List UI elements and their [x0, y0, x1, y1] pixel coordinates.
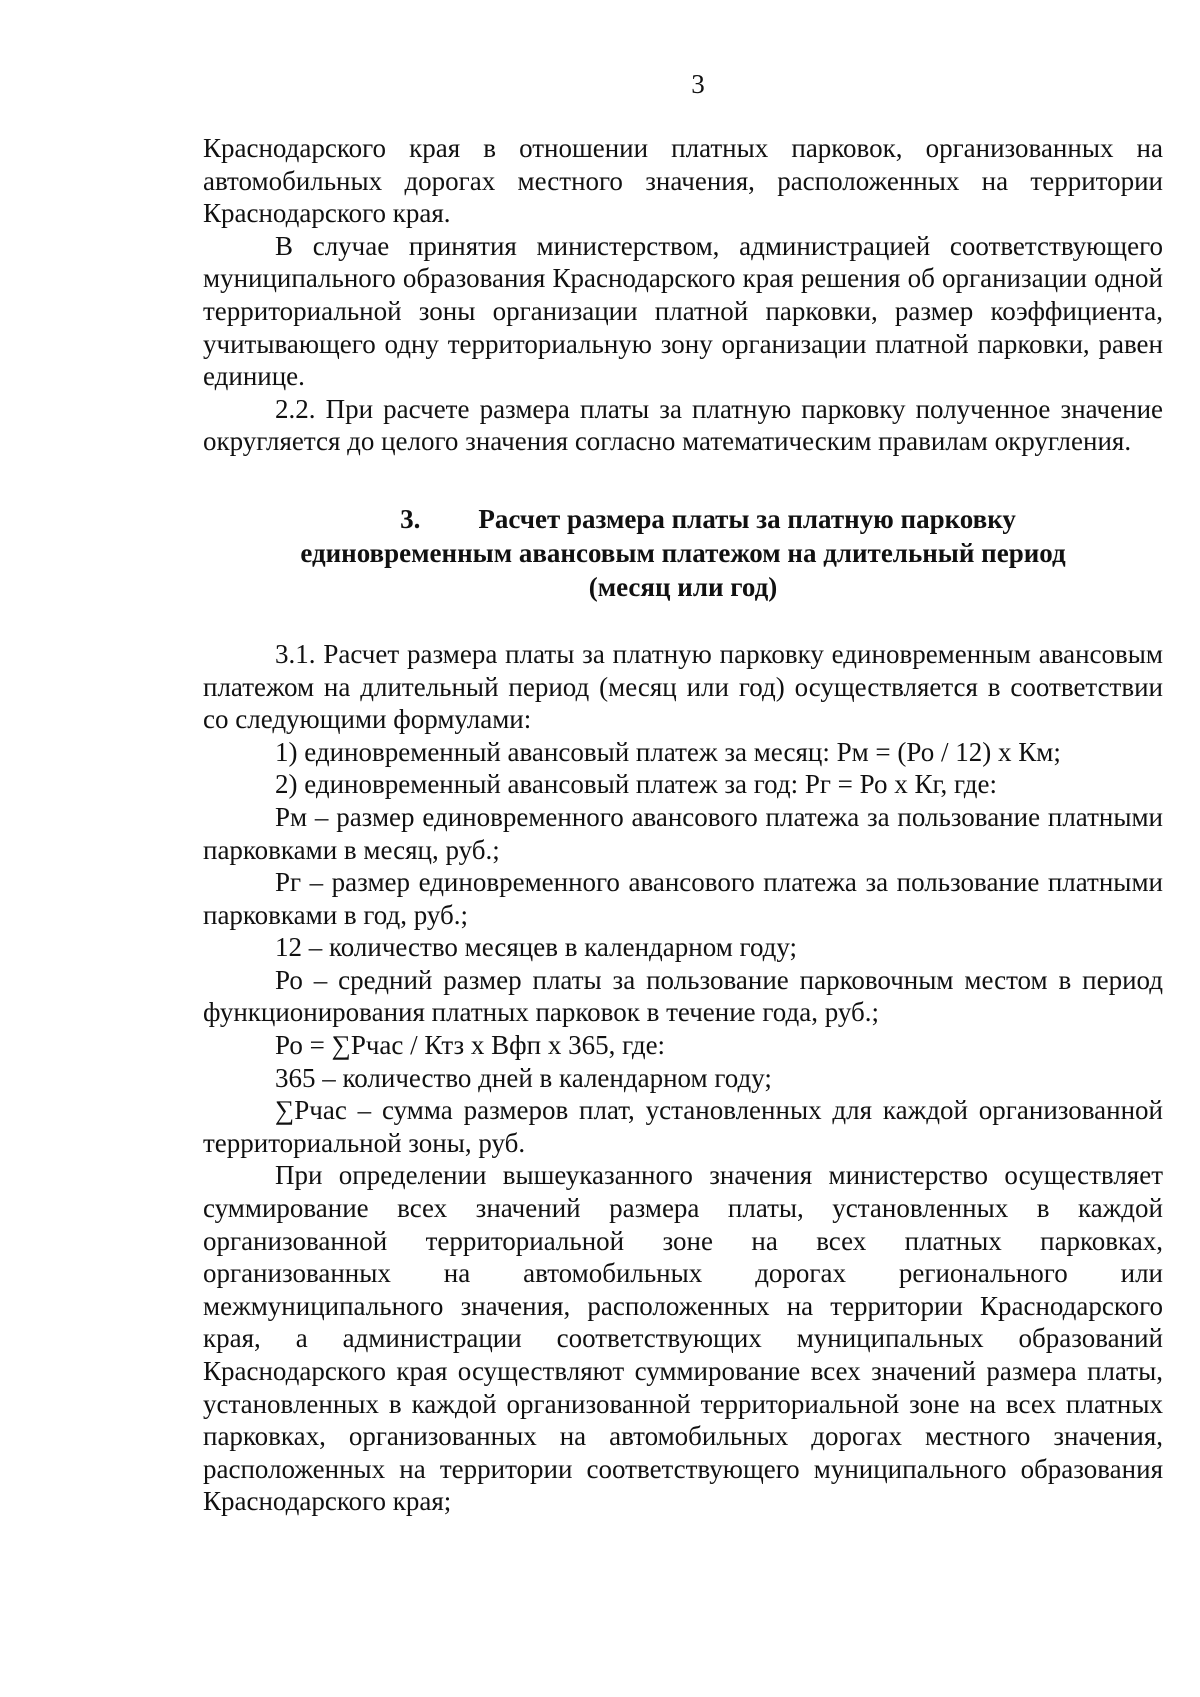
- definition-12: 12 – количество месяцев в календарном году;: [275, 932, 798, 963]
- section-heading: [203, 502, 1163, 604]
- paragraph-summation: При определении вышеуказанного значения министерство осуществляет суммирование всех значений размера платы, установленных в каждой организованной территориальной зоне на всех платных парковках, организованных на автомобильных дорогах регионального или межмуниципального значения, расположенных на территории Краснодарского края, а администрации соответствующих муниципальных образований Краснодарского края осуществляют суммирование всех значений размера платы, установленных в каждой организованной территориальной зоне на всех платных парковках, организованных на автомобильных дорогах местного значения, расположенных на территории соответствующего муниципального образования Краснодарского края;: [203, 1160, 1163, 1517]
- paragraph-single-zone: В случае принятия министерством, администрацией соответствующего муниципального образования Краснодарского края решения об организации одной территориальной зоны организации платной парковки, размер коэффициента, учитывающего одну территориальную зону организации платной парковки, равен единице.: [203, 230, 1163, 392]
- formula-month: 1) единовременный авансовый платеж за месяц: Рм = (Ро / 12) х Км;: [275, 736, 1061, 767]
- page-number: 3: [691, 69, 705, 99]
- definition-365: 365 – количество дней в календарном году;: [275, 1062, 772, 1093]
- definition-ro: Ро – средний размер платы за пользование парковочным местом в период функционирования платных парковок в течение года, руб.;: [203, 964, 1163, 1028]
- definition-rg: Рг – размер единовременного авансового платежа за пользование платными парковками в год, руб.;: [203, 867, 1163, 930]
- paragraph-3-1: 3.1. Расчет размера платы за платную парковку единовременным авансовым платежом на длительный период (месяц или год) осуществляется в соответствии со следующими формулами:: [203, 638, 1163, 735]
- section-title-line1: Расчет размера платы за платную парковку: [478, 503, 1016, 534]
- formula-ro: Ро = ∑Рчас / Ктз х Вфп х 365, где:: [275, 1030, 666, 1061]
- section-title-line3: (месяц или год): [588, 571, 778, 602]
- section-number: 3.: [400, 503, 421, 534]
- section-heading-line1: [253, 502, 1163, 536]
- paragraph-continuation: Краснодарского края в отношении платных парковок, организованных на автомобильных дорогах местного значения, расположенных на территории Краснодарского края.: [203, 133, 1163, 229]
- section-title-line2: единовременным авансовым платежом на длительный период: [300, 537, 1066, 568]
- definition-rm: Рм – размер единовременного авансового платежа за пользование платными парковками в месяц, руб.;: [203, 801, 1163, 865]
- formula-year: 2) единовременный авансовый платеж за год: Рг = Ро х Кг, где:: [275, 769, 997, 800]
- definition-sum-rhour: ∑Рчас – сумма размеров плат, установленных для каждой организованной территориальной зоны, руб.: [203, 1095, 1163, 1158]
- paragraph-rounding: 2.2. При расчете размера платы за платную парковку полученное значение округляется до целого значения согласно математическим правилам округления.: [203, 393, 1163, 457]
- document-page: [203, 68, 1163, 1518]
